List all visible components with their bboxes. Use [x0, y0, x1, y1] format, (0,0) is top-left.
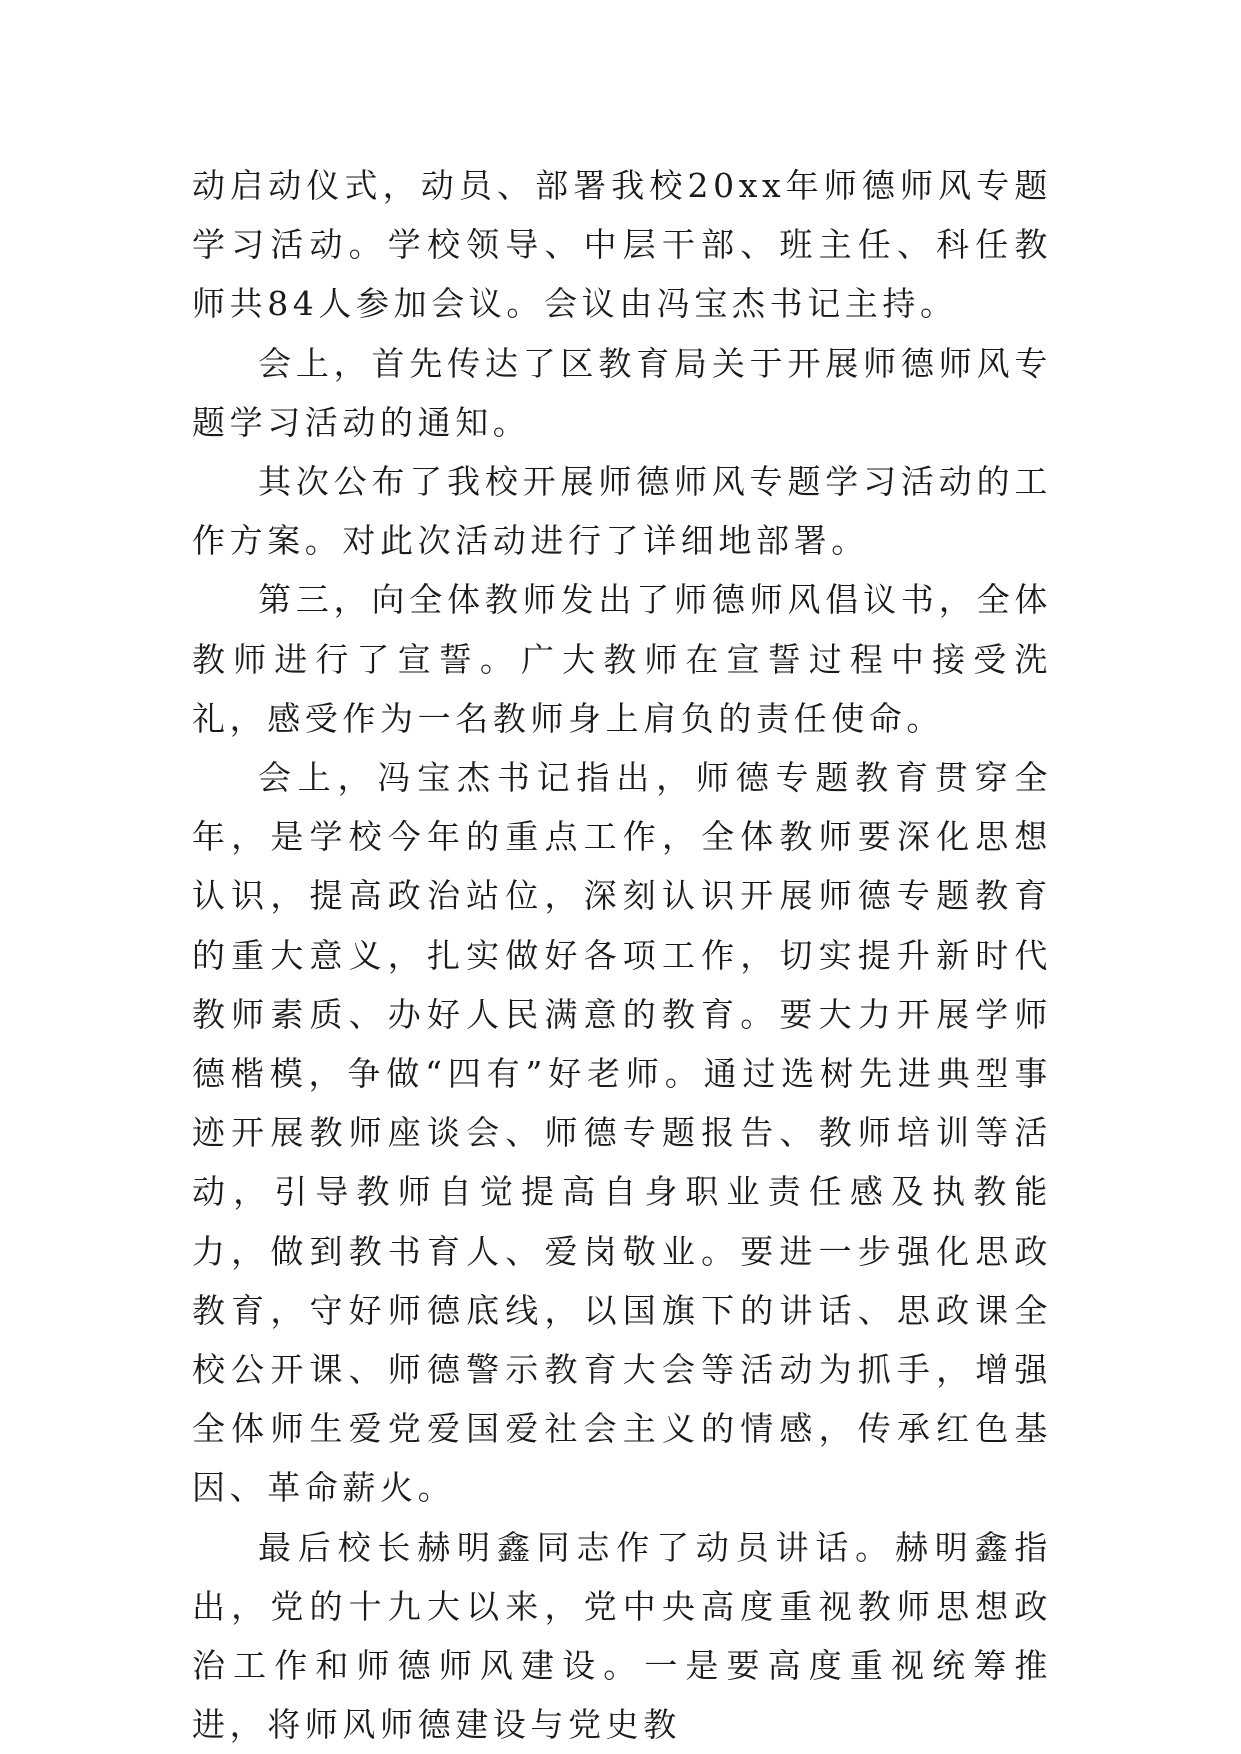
paragraph-1: 动启动仪式，动员、部署我校20xx年师德师风专题学习活动。学校领导、中层干部、班主任、科任教师共84人参加会议。会议由冯宝杰书记主持。	[192, 166, 1052, 324]
paragraph-6: 最后校长赫明鑫同志作了动员讲话。赫明鑫指出，党的十九大以来，党中央高度重视教师思想政治工作和师德师风建设。一是要高度重视统筹推进，将师风师德建设与党史教	[192, 1527, 1052, 1745]
document-body	[192, 156, 1052, 1754]
paragraph-4: 第三，向全体教师发出了师德师风倡议书，全体教师进行了宣誓。广大教师在宣誓过程中接受洗礼，感受作为一名教师身上肩负的责任使命。	[192, 580, 1052, 738]
paragraph-3: 其次公布了我校开展师德师风专题学习活动的工作方案。对此次活动进行了详细地部署。	[192, 462, 1052, 561]
paragraph-5: 会上，冯宝杰书记指出，师德专题教育贯穿全年，是学校今年的重点工作，全体教师要深化思想认识，提高政治站位，深刻认识开展师德专题教育的重大意义，扎实做好各项工作，切实提升新时代教师素质、办好人民满意的教育。要大力开展学师德楷模，争做“四有”好老师。通过选树先进典型事迹开展教师座谈会、师德专题报告、教师培训等活动，引导教师自觉提高自身职业责任感及执教能力，做到教书育人、爱岗敬业。要进一步强化思政教育，守好师德底线，以国旗下的讲话、思政课全校公开课、师德警示教育大会等活动为抓手，增强全体师生爱党爱国爱社会主义的情感，传承红色基因、革命薪火。	[192, 758, 1052, 1508]
paragraph-2: 会上，首先传达了区教育局关于开展师德师风专题学习活动的通知。	[192, 343, 1052, 442]
